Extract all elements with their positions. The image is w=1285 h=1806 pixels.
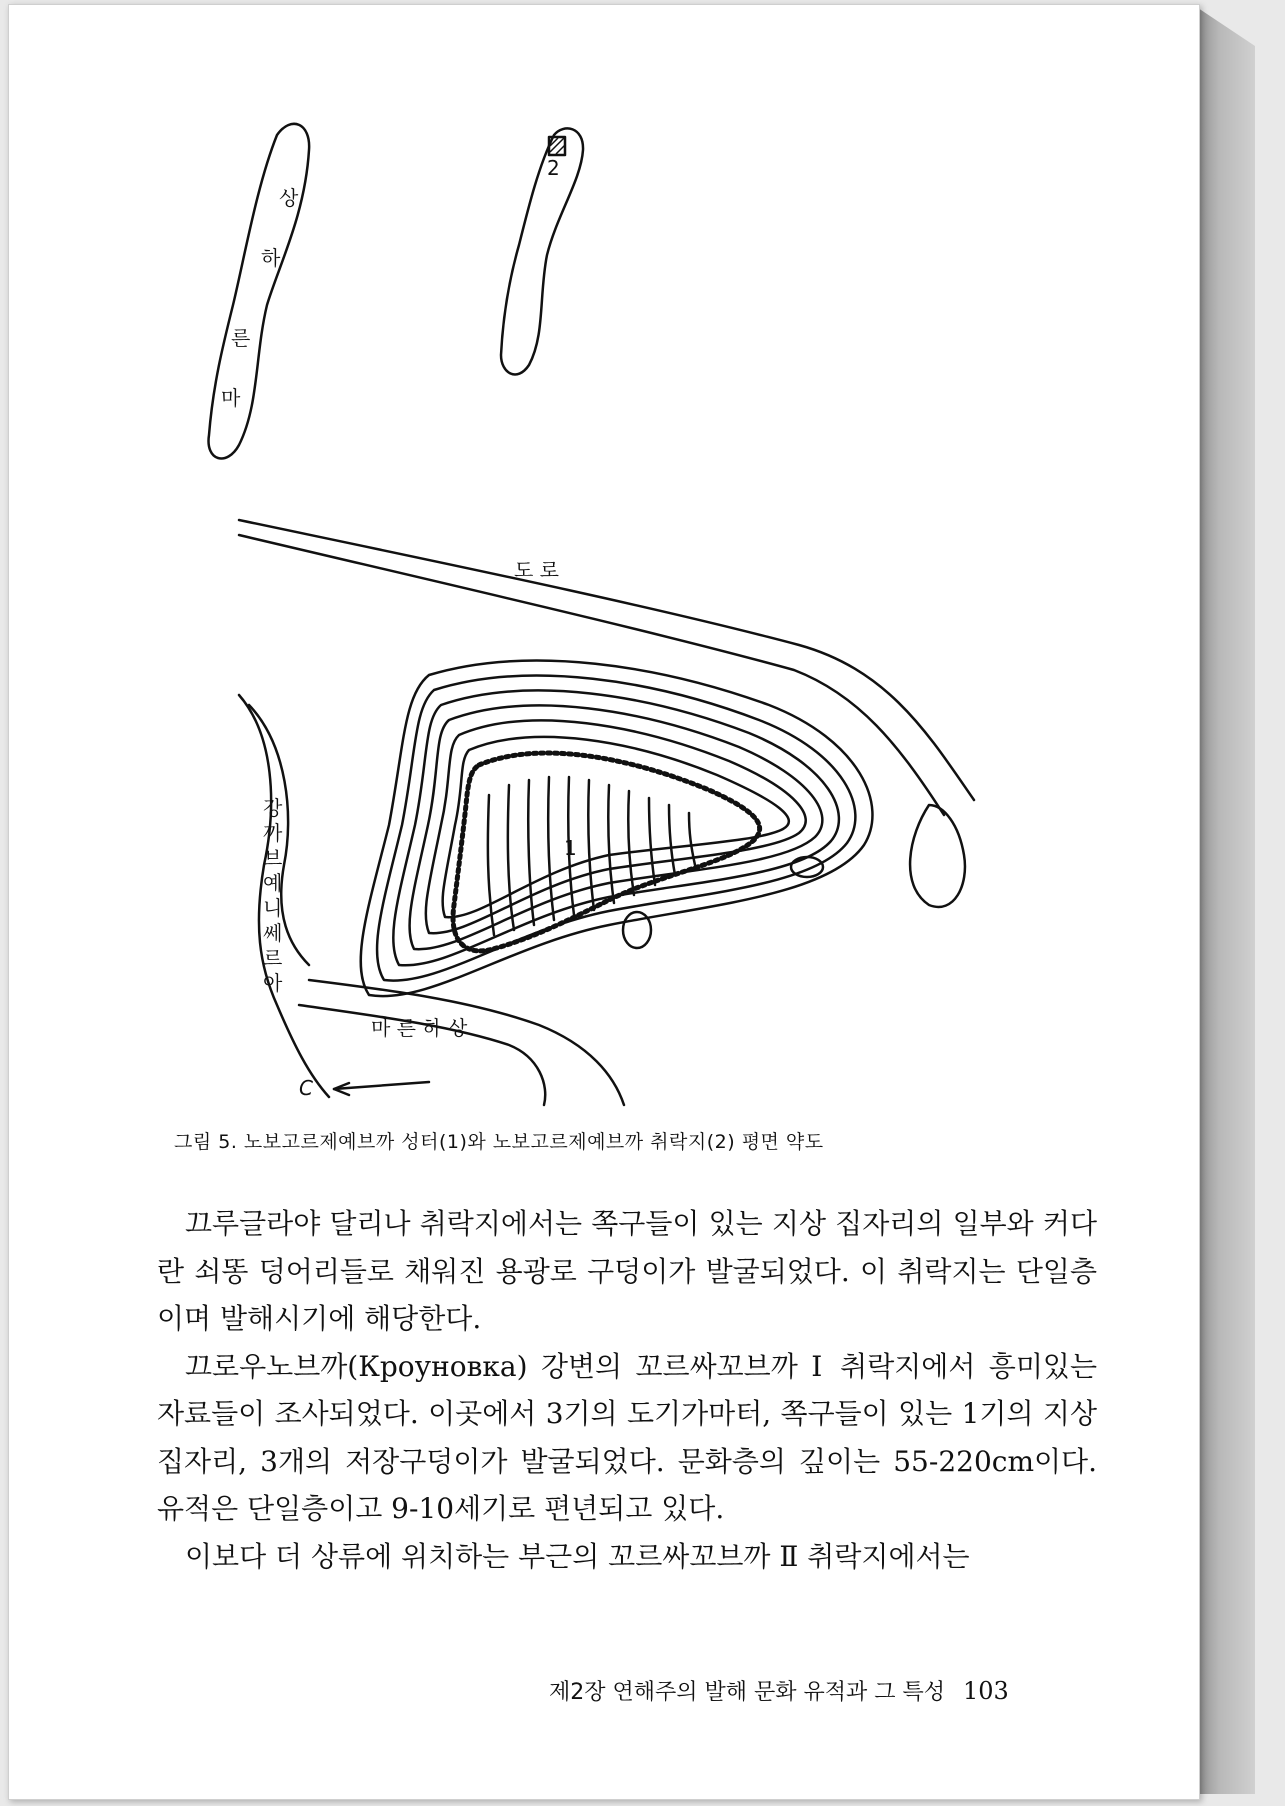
site-2-outline [501,128,583,374]
river-label-3: 쎄 [263,921,283,945]
cliff-outline [910,805,965,907]
fortress-rampart [453,753,760,951]
dry-riverbed-label-2: 른 [231,326,251,350]
slope-hachure [649,798,655,885]
paragraph: 이보다 더 상류에 위치하는 부근의 꼬르싸꼬브까 Ⅱ 취락지에서는 [185,1539,970,1573]
paragraph: 끄로우노브까(Кроуновка) 강변의 꼬르싸꼬브까 Ⅰ 취락지에서 흥미있는 자료들이 조사되었다. 이곳에서 3기의 도기가마터, 쪽구들이 있는 1기의 지상 집자리, 3개의 저장구덩이가 발굴되었다. 문화층의 깊이는 55-220cm이다. 유적은 단일층이고 9-10세기로 편년되고 있다. [157,1349,1097,1525]
north-arrow-label: C [299,1076,313,1100]
site-plan-figure [9,5,1199,1115]
lower-riverbed-label: 마 른 하 상 [371,1016,468,1040]
fortress-rampart [453,753,760,951]
slope-hachure [608,785,614,903]
dry-riverbed-label-4: 상 [279,186,299,210]
chapter-title: 제2장 연해주의 발해 문화 유적과 그 특성 [549,1680,945,1705]
slope-hachure [669,805,675,875]
figure-caption: 그림 5. 노보고르제예브까 성터(1)와 노보고르제예브까 취락지(2) 평면 약도 [174,1131,824,1153]
site-plan-drawing [9,5,1199,1115]
pit-feature [791,857,823,877]
dry-riverbed-label-3: 하 [261,246,281,270]
river-label-2: 르 [263,946,283,970]
road-label: 도 로 [514,558,559,582]
pit-feature [623,912,651,948]
river-label-6: 브 [263,846,283,870]
river-label-8: 강 [263,796,283,820]
river-label-4: 니 [263,896,283,920]
slope-hachure [588,780,594,910]
body-text [157,1200,1097,1580]
river-bank-left [239,695,329,1097]
site-number-1: 1 [564,836,577,860]
slope-hachure [508,785,514,930]
running-footer [549,1675,1069,1706]
river-label-7: 까 [263,821,283,845]
book-page [8,4,1200,1800]
dry-riverbed-label-1: 마 [221,386,241,410]
paragraph: 끄루글라야 달리나 취락지에서는 쪽구들이 있는 지상 집자리의 일부와 커다란 쇠똥 덩어리들로 채워진 용광로 구덩이가 발굴되었다. 이 취락지는 단일층이며 발해시기에 해당한다. [157,1207,1097,1335]
slope-hachure [528,780,534,925]
river-label-1: 아 [263,971,283,995]
site-number-2: 2 [547,156,560,180]
river-label-5: 예 [263,871,283,895]
page-number: 103 [963,1677,1009,1705]
book-edge [1195,6,1255,1794]
